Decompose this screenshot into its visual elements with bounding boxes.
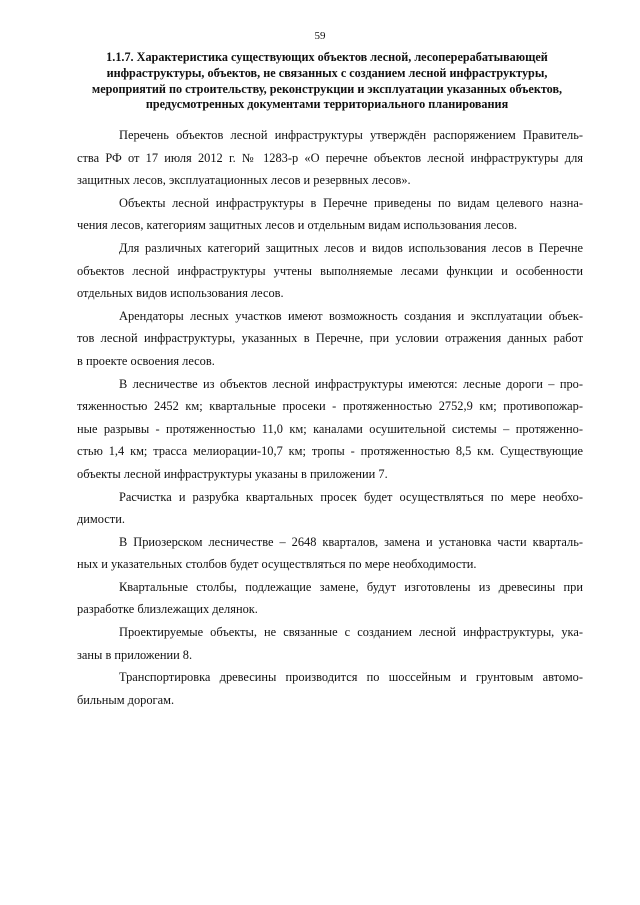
paragraph-forest-categories [77,237,583,305]
text-line: Перечень объектов лесной инфраструктуры утверждён распоряжением Правитель- [119,128,583,142]
section-heading [70,50,584,113]
text-line: защитных лесов, эксплуатационных лесов и резервных лесов». [77,173,411,188]
text-line: Объекты лесной инфраструктуры в Перечне приведены по видам целевого назна- [119,195,583,210]
text-line: Для различных категорий защитных лесов и видов использования лесов в Перечне [119,240,583,255]
paragraph-transport [77,666,583,711]
heading-line: предусмотренных документами территориального планирования [145,97,509,112]
text-line: стью 1,4 км; трасса мелиорации-10,7 км; тропы - протяженностью 8,5 км. Существующие [77,444,583,459]
text-line: тов лесной инфраструктуры, указанных в Перечне, при условии отражения данных работ [77,331,583,346]
document-body [77,124,583,711]
text-line: В лесничестве из объектов лесной инфраструктуры имеются: лесные дороги – про- [119,376,583,391]
paragraph-posts [77,576,583,621]
text-line: Транспортировка древесины производится по шоссейным и грунтовым автомо- [119,670,583,685]
text-line: Расчистка и разрубка квартальных просек будет осуществляться по мере необхо- [119,489,583,504]
text-line: чения лесов, категориям защитных лесов и отдельным видам использования лесов. [77,218,518,233]
text-line: Арендаторы лесных участков имеют возможность создания и эксплуатации объек- [119,308,583,323]
text-line: ные разрывы - протяженностью 11,0 км; каналами осушительной системы – протяженно- [77,421,583,436]
text-line: объектов лесной инфраструктуры учтены выполняемые лесами функции и особенности [77,263,583,278]
paragraph-infrastructure-list [77,124,583,192]
text-line: объекты лесной инфраструктуры указаны в приложении 7. [77,466,388,481]
text-line: в проекте освоения лесов. [77,353,215,368]
text-line: разработке близлежащих делянок. [77,602,258,617]
paragraph-blocks [77,531,583,576]
text-line: Проектируемые объекты, не связанные с созданием лесной инфраструктуры, ука- [119,625,583,640]
text-line: димости. [77,512,125,527]
text-line: тяженностью 2452 км; квартальные просеки - протяженностью 2752,9 км; противопожар- [77,399,583,414]
heading-line: 1.1.7. Характеристика существующих объектов лесной, лесоперерабатывающей [106,50,548,64]
paragraph-infrastructure-types [77,192,583,237]
text-line: ства РФ от 17 июля 2012 г. № 1283-р «О перечне объектов лесной инфраструктуры для [77,150,583,165]
paragraph-planned-objects [77,621,583,666]
paragraph-existing-objects [77,373,583,486]
paragraph-clearing [77,486,583,531]
heading-line: мероприятий по строительству, реконструкции и эксплуатации указанных объектов, [91,81,563,96]
paragraph-tenants [77,305,583,373]
text-line: ных и указательных столбов будет осуществляться по мере необходимости. [77,557,477,572]
page-number: 59 [314,30,326,42]
text-line: Квартальные столбы, подлежащие замене, будут изготовлены из древесины при [119,579,583,594]
heading-line: инфраструктуры, объектов, не связанных с созданием лесной инфраструктуры, [106,65,548,80]
text-line: бильным дорогам. [77,692,175,707]
text-line: В Приозерском лесничестве – 2648 кварталов, замена и установка части кварталь- [119,534,583,549]
text-line: отдельных видов использования лесов. [77,286,284,301]
text-line: заны в приложении 8. [77,647,193,662]
